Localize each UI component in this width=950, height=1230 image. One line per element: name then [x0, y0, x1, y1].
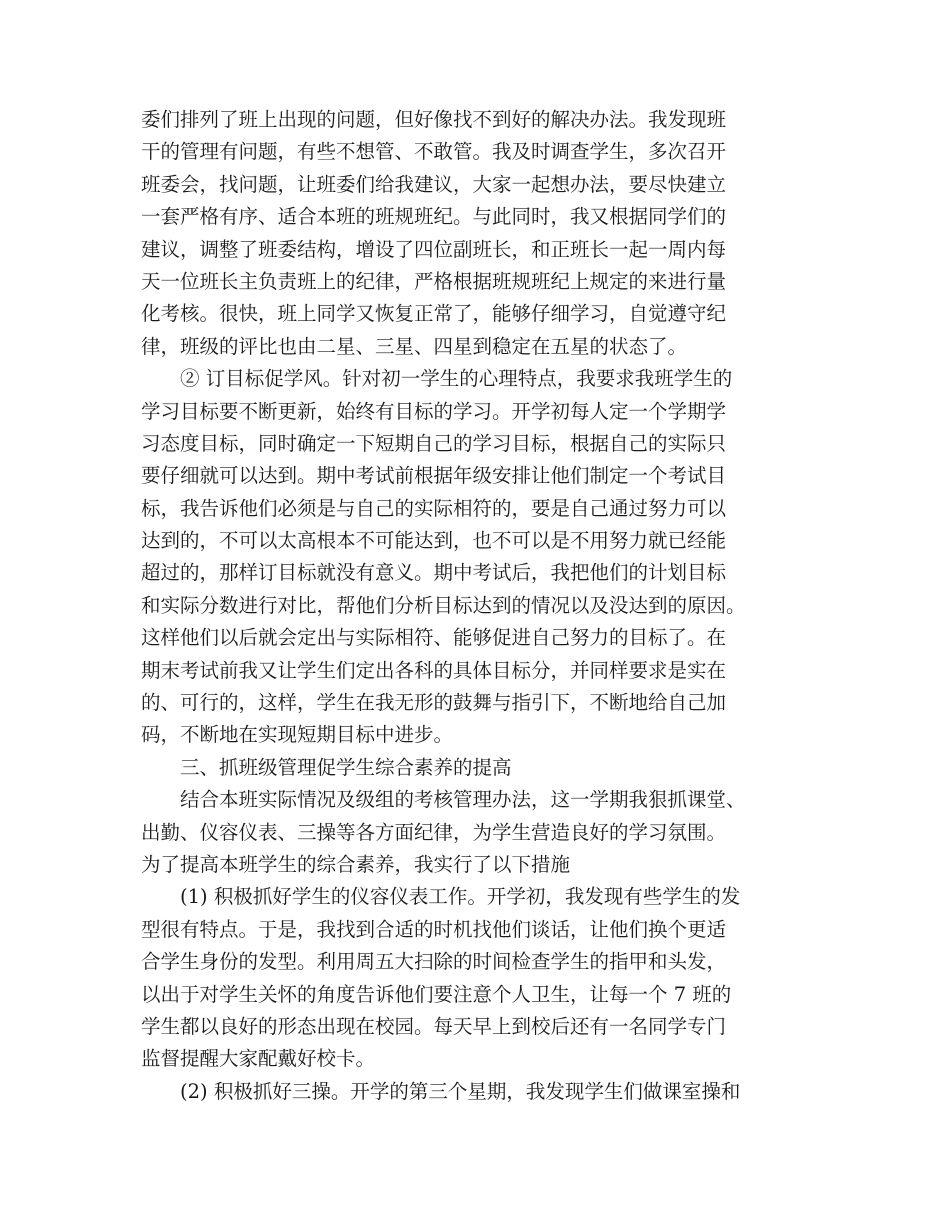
- text-line: 要仔细就可以达到。期中考试前根据年级安排让他们制定一个考试目: [141, 464, 727, 488]
- text-line: 的、可行的，这样，学生在我无形的鼓舞与指引下，不断地给自己加: [141, 691, 727, 715]
- text-line: 化考核。很快，班上同学又恢复正常了，能够仔细学习，自觉遵守纪: [141, 302, 727, 326]
- text-line: 为了提高本班学生的综合素养，我实行了以下措施: [141, 852, 571, 876]
- text-line: 一套严格有序、适合本班的班规班纪。与此同时，我又根据同学们的: [141, 205, 727, 229]
- text-line: 干的管理有问题，有些不想管、不敢管。我及时调查学生，多次召开: [141, 140, 727, 164]
- text-line: 期末考试前我又让学生们定出各科的具体目标分，并同样要求是实在: [141, 658, 727, 682]
- paragraph-start-line: (2) 积极抓好三操。开学的第三个星期，我发现学生们做课室操和: [180, 1079, 741, 1103]
- text-line: 委们排列了班上出现的问题，但好像找不到好的解决办法。我发现班: [141, 108, 727, 131]
- text-line: 标，我告诉他们必须是与自己的实际相符的，要是自己通过努力可以: [141, 496, 727, 520]
- text-line: 天一位班长主负责班上的纪律，严格根据班规班纪上规定的来进行量: [141, 269, 727, 293]
- text-line: 学习目标要不断更新，始终有目标的学习。开学初每人定一个学期学: [141, 399, 727, 423]
- paragraph-start-line: 结合本班实际情况及级组的考核管理办法，这一学期我狠抓课堂、: [180, 788, 746, 812]
- text-line: 班委会，找问题，让班委们给我建议，大家一起想办法，要尽快建立: [141, 172, 727, 196]
- document-body: [141, 104, 811, 1108]
- text-line: 监督提醒大家配戴好校卡。: [141, 1047, 376, 1071]
- section-heading: 三、抓班级管理促学生综合素养的提高: [180, 755, 512, 779]
- text-line: 以出于对学生关怀的角度告诉他们要注意个人卫生，让每一个 7 班的: [141, 982, 732, 1006]
- paragraph-start-line: ② 订目标促学风。针对初一学生的心理特点，我要求我班学生的: [180, 367, 733, 391]
- text-line: 超过的，那样订目标就没有意义。期中考试后，我把他们的计划目标: [141, 561, 727, 585]
- text-line: 这样他们以后就会定出与实际相符、能够促进自己努力的目标了。在: [141, 626, 727, 650]
- text-line: 出勤、仪容仪表、三操等各方面纪律，为学生营造良好的学习氛围。: [141, 820, 727, 844]
- text-line: 和实际分数进行对比，帮他们分析目标达到的情况以及没达到的原因。: [141, 593, 746, 617]
- text-line: 达到的，不可以太高根本不可能达到，也不可以是不用努力就已经能: [141, 529, 727, 553]
- text-line: 码，不断地在实现短期目标中进步。: [141, 723, 454, 747]
- text-line: 合学生身份的发型。利用周五大扫除的时间检查学生的指甲和头发，: [141, 950, 727, 974]
- text-line: 型很有特点。于是，我找到合适的时机找他们谈话，让他们换个更适: [141, 917, 727, 941]
- paragraph-start-line: (1) 积极抓好学生的仪容仪表工作。开学初，我发现有些学生的发: [180, 885, 741, 909]
- text-line: 建议，调整了班委结构，增设了四位副班长，和正班长一起一周内每: [141, 237, 727, 261]
- text-line: 学生都以良好的形态出现在校园。每天早上到校后还有一名同学专门: [141, 1014, 727, 1038]
- text-line: 习态度目标，同时确定一下短期自己的学习目标，根据自己的实际只: [141, 431, 727, 455]
- text-line: 律，班级的评比也由二星、三星、四星到稳定在五星的状态了。: [141, 334, 688, 358]
